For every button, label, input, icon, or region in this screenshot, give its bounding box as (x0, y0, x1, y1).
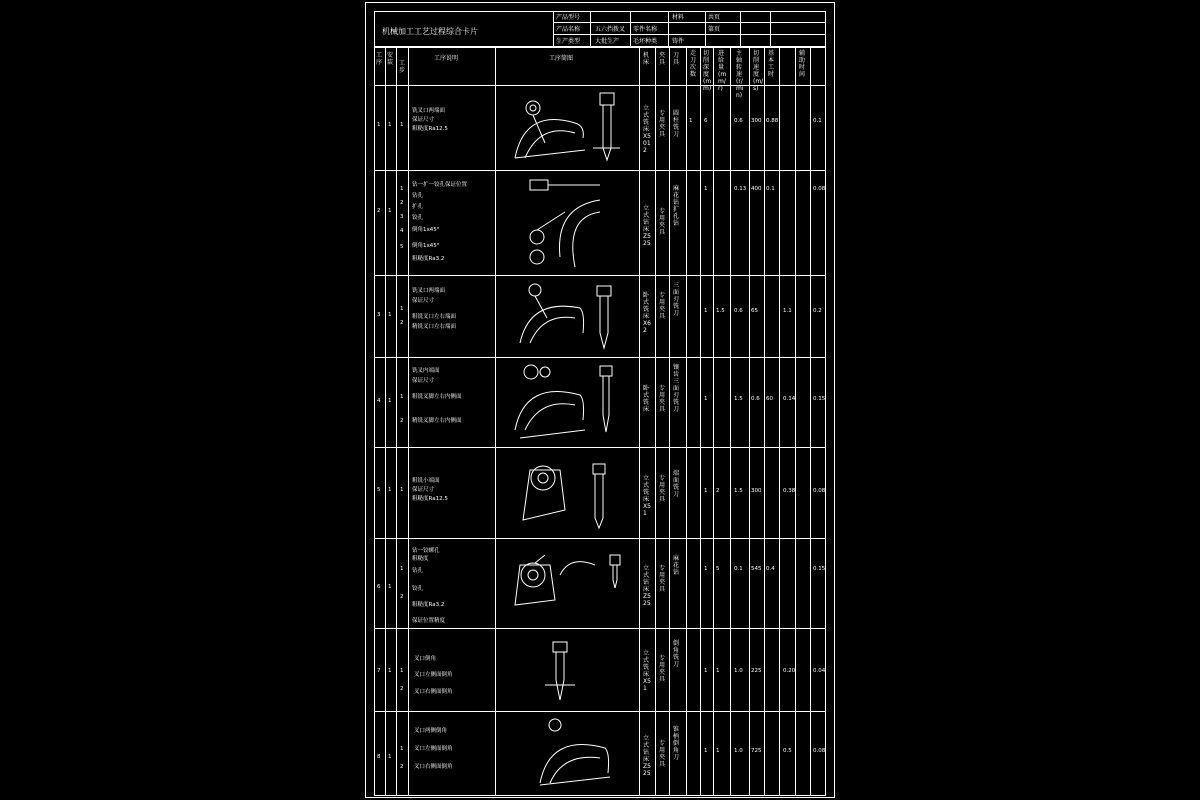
column-divider (749, 47, 750, 796)
col-header-depth: 切削深度(mm) (703, 50, 712, 92)
speed: 545 (751, 566, 762, 572)
time: 0.04 (813, 668, 826, 674)
header-divider (590, 11, 591, 47)
op-desc: 粗糙度Ra12.5 (412, 126, 448, 132)
velocity: 0.5 (783, 748, 792, 754)
step-number: 2 (400, 594, 404, 600)
machine: 立式铣床X5012 (643, 105, 651, 154)
op-desc: 精铣叉口左右端面 (412, 324, 457, 330)
header-divider (740, 11, 741, 47)
velocity: 0.88 (766, 118, 779, 124)
row-divider (374, 711, 826, 712)
header-divider (553, 11, 554, 47)
depth: 1.5 (716, 308, 725, 314)
col-header-passes: 走刀次数 (690, 50, 697, 78)
velocity: 0.20 (783, 668, 796, 674)
column-divider (713, 47, 714, 796)
row-divider (374, 357, 826, 358)
tool: 镶齿三面刃铣刀 (673, 364, 680, 413)
feed: 0.6 (751, 396, 760, 402)
feed: 0.1 (734, 566, 743, 572)
product-model-label: 产品型号 (556, 14, 581, 21)
step-number: 4 (400, 228, 404, 234)
sketch-op6-drawing (505, 540, 635, 626)
op-desc: 叉口左侧面倒角 (414, 746, 453, 752)
speed: 65 (751, 308, 758, 314)
op-desc: 精铣叉脚左右内侧面 (412, 418, 462, 424)
passes: 1 (704, 308, 708, 314)
feed: 0.6 (734, 308, 743, 314)
part-name-value: 五六挡拨叉 (595, 26, 626, 33)
header-divider (668, 11, 669, 47)
tool: 三面刃铣刀 (673, 282, 680, 317)
depth: 2 (716, 488, 720, 494)
passes: 1 (704, 748, 708, 754)
machine: 立式铣床X51 (643, 650, 651, 692)
header-divider (705, 11, 706, 47)
op-desc: 铣叉内端面 (412, 368, 440, 374)
tool: 倒角铣刀 (673, 640, 680, 668)
step-number: 1 (400, 487, 404, 493)
passes: 1 (689, 118, 693, 124)
op-desc: 铰孔 (412, 586, 424, 592)
op-number: 4 (377, 398, 381, 404)
sheet-label: 第页 (708, 26, 721, 33)
col-header-aux: 辅助时间 (799, 50, 806, 78)
tool: 圆柱铣刀 (673, 110, 680, 138)
step-number: 2 (400, 686, 404, 692)
op-desc: 保证尺寸 (412, 378, 435, 384)
op-desc: 粗糙度Ra12.5 (412, 496, 448, 502)
step-number: 2 (400, 764, 404, 770)
velocity: 0.14 (783, 396, 796, 402)
machine: 卧式铣床X62 (643, 292, 651, 334)
column-divider (700, 47, 701, 796)
op-number: 6 (377, 584, 381, 590)
depth: 1.5 (734, 396, 743, 402)
col-header-time: 基本工时 (768, 50, 775, 78)
machine: 立式钻床Z525 (643, 735, 651, 777)
column-divider (730, 47, 731, 796)
product-name-label: 产品名称 (556, 26, 581, 33)
op-desc: 粗糙度 (412, 556, 429, 562)
step-number: 1 (400, 566, 404, 572)
row-divider (374, 628, 826, 629)
row-divider (374, 275, 826, 276)
op-desc: 叉口倒角 (414, 656, 437, 662)
op-desc: 叉口右侧面倒角 (414, 764, 453, 770)
column-divider (408, 47, 409, 796)
install-number: 1 (388, 122, 392, 128)
step-number: 3 (400, 214, 404, 220)
depth: 6 (704, 118, 708, 124)
time: 0.08 (813, 748, 826, 754)
col-header-op: 工序 (376, 52, 383, 66)
machine: 立式钻床Z525 (643, 565, 651, 607)
sketch-op1-drawing (505, 88, 635, 168)
op-desc: 扩孔 (412, 204, 424, 210)
op-desc: 倒角1x45° (412, 227, 440, 233)
production-type-label: 生产类型 (556, 38, 581, 45)
depth: 5 (716, 566, 720, 572)
col-header-sketch: 工序简图 (549, 55, 574, 62)
blank-value: 铸件 (672, 38, 685, 45)
op-number: 8 (377, 754, 381, 760)
production-type-value: 大批生产 (595, 38, 620, 45)
install-number: 1 (388, 312, 392, 318)
passes: 1 (704, 488, 708, 494)
step-number: 1 (400, 186, 404, 192)
speed: 300 (751, 118, 762, 124)
sheet-count-label: 共页 (708, 14, 721, 21)
install-number: 1 (388, 754, 392, 760)
sketch-op2-drawing (505, 172, 635, 272)
op-desc: 粗铣小端面 (412, 478, 440, 484)
feed: 0.13 (734, 186, 747, 192)
op-desc: 粗铣叉口左右端面 (412, 314, 457, 320)
column-divider (669, 47, 670, 796)
step-number: 2 (400, 418, 404, 424)
install-number: 1 (388, 208, 392, 214)
part-name-label: 零件名称 (633, 26, 658, 33)
op-desc: 钻孔 (412, 568, 424, 574)
column-divider (385, 47, 386, 796)
col-header-fixture: 夹具 (659, 52, 666, 66)
velocity: 0.38 (783, 488, 796, 494)
install-number: 1 (388, 398, 392, 404)
velocity: 1.1 (783, 308, 792, 314)
time: 0.08 (813, 186, 826, 192)
feed: 1.0 (734, 748, 743, 754)
material-label: 材料 (672, 14, 685, 21)
speed: 225 (751, 668, 762, 674)
op-number: 3 (377, 312, 381, 318)
passes: 1 (704, 186, 708, 192)
step-number: 1 (400, 746, 404, 752)
feed: 1.5 (734, 488, 743, 494)
column-divider (779, 47, 780, 796)
op-desc: 粗糙度Ra3.2 (412, 602, 445, 608)
col-header-feed: 进给量(mm/r) (718, 50, 727, 92)
time: 0.15 (813, 396, 826, 402)
speed: 400 (751, 186, 762, 192)
op-desc: 钻一铰螺孔 (412, 548, 440, 554)
op-desc: 保证尺寸 (412, 117, 435, 123)
fixture: 专用夹具 (659, 208, 666, 236)
column-divider (686, 47, 687, 796)
tool: 麻花钻 (673, 555, 680, 576)
column-divider (495, 47, 496, 796)
op-desc: 倒角1x45° (412, 243, 440, 249)
install-number: 1 (388, 487, 392, 493)
column-divider (810, 47, 811, 796)
blank-label: 毛坯种类 (633, 38, 658, 45)
install-number: 1 (388, 668, 392, 674)
op-desc: 叉口两侧倒角 (414, 728, 448, 734)
op-desc: 钻孔 (412, 193, 424, 199)
fixture: 专用夹具 (659, 655, 666, 683)
fixture: 专用夹具 (659, 565, 666, 593)
sketch-op4-drawing (505, 360, 635, 444)
col-header-tool: 刀具 (673, 52, 680, 66)
column-divider (639, 47, 640, 796)
op-desc: 叉口右侧面倒角 (414, 689, 453, 695)
column-divider (764, 47, 765, 796)
time: 0.15 (813, 566, 826, 572)
col-header-step: 工步 (399, 60, 406, 74)
col-header-desc: 工序说明 (434, 55, 459, 62)
feed: 0.6 (734, 118, 743, 124)
op-desc: 叉口左侧面倒角 (414, 672, 453, 678)
step-number: 1 (400, 306, 404, 312)
depth: 1 (716, 668, 720, 674)
col-header-machine: 机床 (643, 52, 650, 66)
col-header-vel: 切削速度(m/s) (753, 50, 764, 92)
column-divider (396, 47, 397, 796)
speed: 60 (766, 396, 773, 402)
op-desc: 铰孔 (412, 215, 424, 221)
op-number: 7 (377, 668, 381, 674)
passes: 1 (704, 668, 708, 674)
machine: 立式钻床Z525 (643, 205, 651, 247)
op-desc: 保证位置精度 (412, 618, 446, 624)
op-desc: 保证尺寸 (412, 487, 435, 493)
velocity: 0.1 (766, 186, 775, 192)
time: 0.1 (813, 118, 822, 124)
fixture: 专用夹具 (659, 740, 666, 768)
row-divider (374, 538, 826, 539)
op-desc: 粗铣叉脚左右内侧面 (412, 394, 462, 400)
tool: 端面铣刀 (673, 470, 680, 498)
step-number: 1 (400, 122, 404, 128)
header-divider (770, 11, 771, 47)
fixture: 专用夹具 (659, 385, 666, 413)
column-divider (655, 47, 656, 796)
sketch-op3-drawing (505, 278, 635, 354)
sketch-op5-drawing (505, 450, 635, 535)
op-desc: 粗糙度Ra3.2 (412, 256, 445, 262)
time: 0.2 (813, 308, 822, 314)
step-number: 2 (400, 320, 404, 326)
step-number: 1 (400, 394, 404, 400)
feed: 1.0 (734, 668, 743, 674)
col-header-speed: 主轴转速(r/min) (736, 50, 744, 99)
row-divider (374, 447, 826, 448)
velocity: 0.4 (766, 566, 775, 572)
machine: 立式铣床X51 (643, 475, 651, 517)
op-number: 5 (377, 487, 381, 493)
depth: 1 (716, 748, 720, 754)
install-number: 1 (388, 584, 392, 590)
passes: 1 (704, 396, 708, 402)
speed: 725 (751, 748, 762, 754)
step-number: 1 (400, 668, 404, 674)
header-divider (553, 22, 826, 23)
op-desc: 钻一扩一铰孔保证位置 (412, 182, 468, 188)
op-desc: 保证尺寸 (412, 298, 435, 304)
col-header-install: 安装 (387, 52, 394, 66)
op-desc: 铣叉口两端面 (412, 288, 446, 294)
step-number: 2 (400, 200, 404, 206)
time: 0.08 (813, 488, 826, 494)
fixture: 专用夹具 (659, 110, 666, 138)
column-divider (795, 47, 796, 796)
passes: 1 (704, 566, 708, 572)
speed: 300 (751, 488, 762, 494)
row-divider (374, 170, 826, 171)
fixture: 专用夹具 (659, 292, 666, 320)
header-divider (630, 11, 631, 47)
tool: 锥柄倒角刀 (673, 726, 680, 761)
card-title: 机械加工工艺过程综合卡片 (382, 27, 478, 36)
op-number: 2 (377, 208, 381, 214)
machine: 卧式铣床 (643, 385, 650, 413)
op-number: 1 (377, 122, 381, 128)
header-divider (553, 34, 826, 35)
sketch-op7-drawing (505, 630, 635, 708)
fixture: 专用夹具 (659, 475, 666, 503)
tool: 麻花钻扩孔钻 (673, 185, 680, 227)
step-number: 5 (400, 244, 404, 250)
op-desc: 铣叉口两端面 (412, 108, 446, 114)
sketch-op8-drawing (505, 713, 635, 793)
